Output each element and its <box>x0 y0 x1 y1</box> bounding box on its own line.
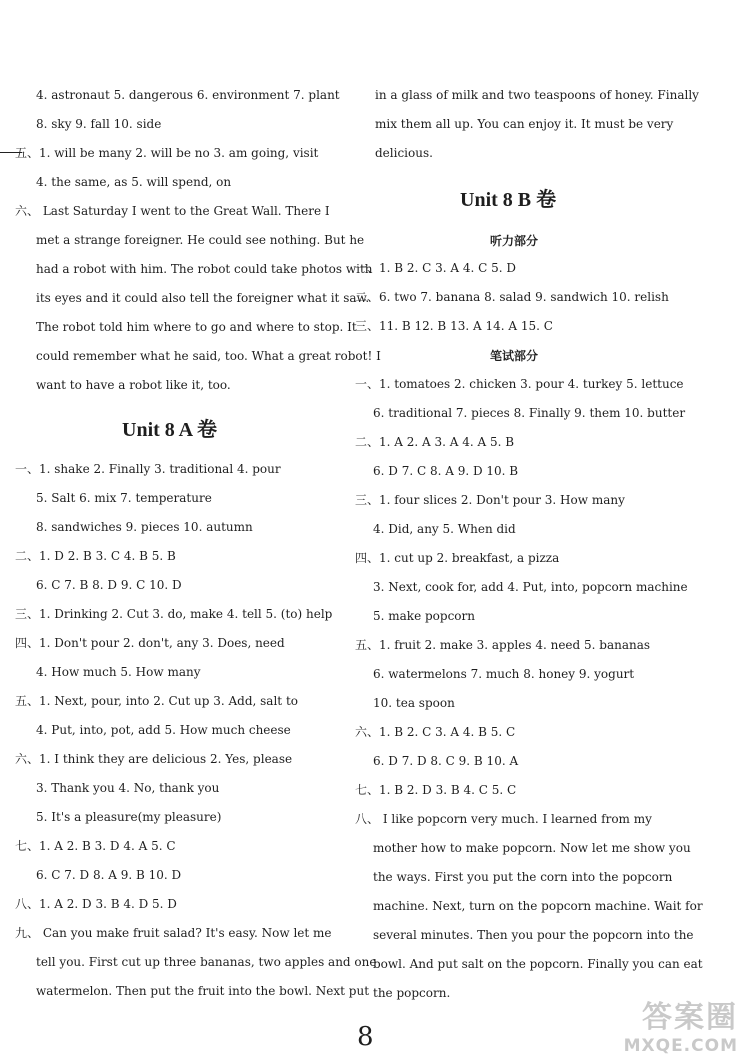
answer-line: 6. D 7. D 8. C 9. B 10. A <box>373 754 519 768</box>
answer-line: several minutes. Then you pour the popcorn into the <box>373 928 694 942</box>
answer-line: bowl. And put salt on the popcorn. Finally you can eat <box>373 957 703 971</box>
watermark <box>624 992 738 1056</box>
answer-line: 三、1. four slices 2. Don't pour 3. How many <box>355 493 625 507</box>
answer-line: The robot told him where to go and where to stop. It <box>36 320 357 334</box>
answer-line: in a glass of milk and two teaspoons of honey. Finally <box>375 88 699 102</box>
answer-line: 六、1. I think they are delicious 2. Yes, please <box>15 752 293 766</box>
answer-line: 五、1. will be many 2. will be no 3. am going, visit <box>15 146 319 160</box>
watermark-url: MXQE.COM <box>623 1036 738 1056</box>
answer-line: watermelon. Then put the fruit into the bowl. Next put <box>36 984 370 998</box>
page-number: 8 <box>357 1022 374 1052</box>
answer-line: 3. Thank you 4. No, thank you <box>36 781 220 795</box>
answer-line: want to have a robot like it, too. <box>36 378 231 392</box>
answer-line: 七、1. A 2. B 3. D 4. A 5. C <box>15 839 176 853</box>
answer-line: delicious. <box>375 146 433 160</box>
unit-heading: Unit 8 A 卷 <box>122 419 218 441</box>
answer-line: machine. Next, turn on the popcorn machine. Wait for <box>373 899 703 913</box>
unit-heading: Unit 8 B 卷 <box>460 189 557 211</box>
answer-line: 四、1. cut up 2. breakfast, a pizza <box>355 551 560 565</box>
answer-line: 10. tea spoon <box>373 696 455 710</box>
answer-line: 四、1. Don't pour 2. don't, any 3. Does, need <box>15 636 285 650</box>
answer-line: 4. astronaut 5. dangerous 6. environment 7. plant <box>36 88 340 102</box>
answer-line: 一、1. tomatoes 2. chicken 3. pour 4. turkey 5. lettuce <box>355 377 684 391</box>
section-title: 笔试部分 <box>490 349 539 363</box>
answer-line: 5. It's a pleasure(my pleasure) <box>36 810 222 824</box>
answer-line: 一、1. shake 2. Finally 3. traditional 4. pour <box>15 462 281 476</box>
answer-line: 二、1. D 2. B 3. C 4. B 5. B <box>15 549 176 563</box>
answer-line: 4. Put, into, pot, add 5. How much cheese <box>36 723 291 737</box>
answer-line: mother how to make popcorn. Now let me show you <box>373 841 691 855</box>
answer-line: met a strange foreigner. He could see nothing. But he <box>36 233 365 247</box>
answer-line: 一、1. B 2. C 3. A 4. C 5. D <box>355 261 517 275</box>
answer-line: 三、11. B 12. B 13. A 14. A 15. C <box>355 319 553 333</box>
answer-line: the popcorn. <box>373 986 451 1000</box>
answer-line: could remember what he said, too. What a great robot! I <box>36 349 381 363</box>
answer-line: 二、1. A 2. A 3. A 4. A 5. B <box>355 435 515 449</box>
answer-line: 三、1. Drinking 2. Cut 3. do, make 4. tell 5. (to) help <box>15 607 333 621</box>
answer-line: 4. Did, any 5. When did <box>373 522 516 536</box>
answer-line: 七、1. B 2. D 3. B 4. C 5. C <box>355 783 517 797</box>
answer-line: 5. make popcorn <box>373 609 475 623</box>
answer-line: 八、 I like popcorn very much. I learned from my <box>355 812 652 826</box>
answer-line: 5. Salt 6. mix 7. temperature <box>36 491 212 505</box>
answer-line: tell you. First cut up three bananas, two apples and one <box>36 955 377 969</box>
answer-line: 八、1. A 2. D 3. B 4. D 5. D <box>15 897 177 911</box>
answer-line: its eyes and it could also tell the foreigner what it saw. <box>36 291 370 305</box>
watermark-logo-text: 答案圈 <box>642 1000 738 1035</box>
answer-line: 6. D 7. C 8. A 9. D 10. B <box>373 464 519 478</box>
answer-line: mix them all up. You can enjoy it. It must be very <box>375 117 674 131</box>
answer-line: 6. watermelons 7. much 8. honey 9. yogurt <box>373 667 635 681</box>
answer-line: had a robot with him. The robot could take photos with <box>36 262 373 276</box>
answer-line: 4. How much 5. How many <box>36 665 201 679</box>
answer-line: 五、1. fruit 2. make 3. apples 4. need 5. bananas <box>355 638 651 652</box>
section-title: 听力部分 <box>490 234 539 248</box>
answer-line: 3. Next, cook for, add 4. Put, into, popcorn machine <box>373 580 688 594</box>
answer-line: 二、6. two 7. banana 8. salad 9. sandwich 10. relish <box>355 290 669 304</box>
answer-line: 6. C 7. D 8. A 9. B 10. D <box>36 868 182 882</box>
answer-line: the ways. First you put the corn into the popcorn <box>373 870 673 884</box>
answer-line: 六、 Last Saturday I went to the Great Wall. There I <box>15 204 330 218</box>
answer-line: 6. C 7. B 8. D 9. C 10. D <box>36 578 182 592</box>
answer-line: 五、1. Next, pour, into 2. Cut up 3. Add, salt to <box>15 694 298 708</box>
answer-line: 4. the same, as 5. will spend, on <box>36 175 232 189</box>
answer-line: 6. traditional 7. pieces 8. Finally 9. them 10. butter <box>373 406 686 420</box>
answer-line: 8. sandwiches 9. pieces 10. autumn <box>36 520 253 534</box>
answer-line: 8. sky 9. fall 10. side <box>36 117 162 131</box>
answer-line: 九、 Can you make fruit salad? It's easy. Now let me <box>15 926 332 940</box>
answer-line: 六、1. B 2. C 3. A 4. B 5. C <box>355 725 516 739</box>
